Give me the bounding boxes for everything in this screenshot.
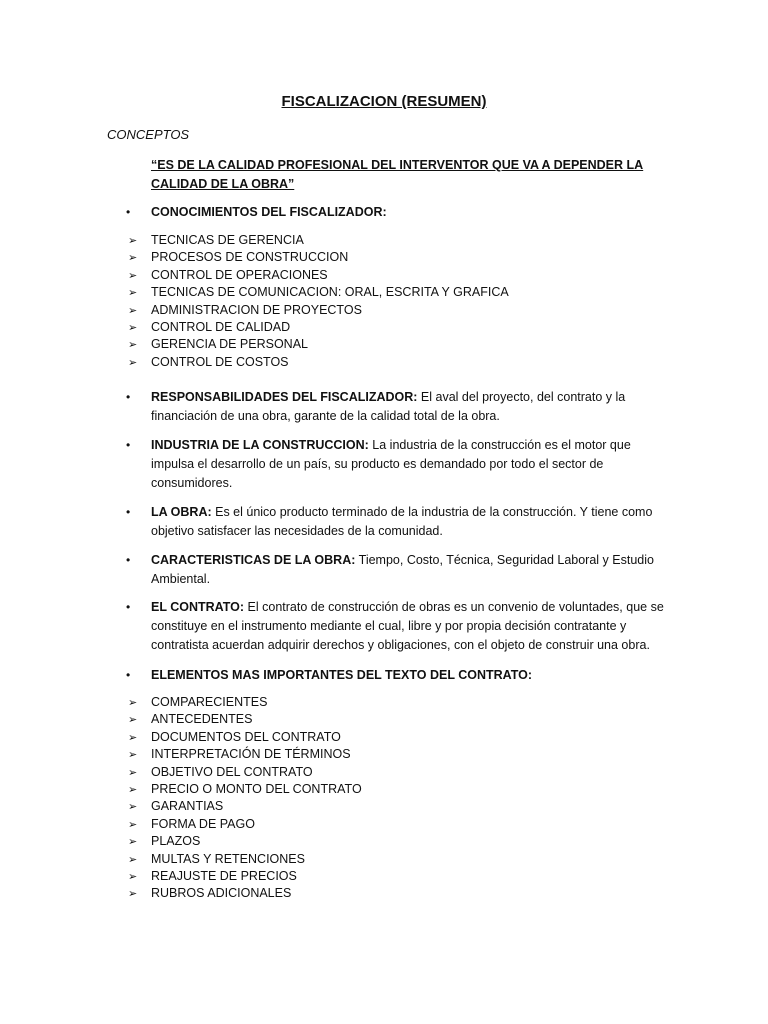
document-title: FISCALIZACION (RESUMEN) [281, 93, 487, 110]
list-item: ➢ MULTAS Y RETENCIONES [128, 851, 688, 868]
arrow-bullet-icon: ➢ [128, 697, 138, 709]
list-item: ➢ GARANTIAS [128, 798, 688, 815]
arrow-bullet-icon: ➢ [128, 731, 138, 744]
definition-term: INDUSTRIA DE LA CONSTRUCCION: [151, 438, 369, 452]
arrow-bullet-icon: ➢ [128, 252, 138, 265]
list-item: ➢ CONTROL DE COSTOS [128, 354, 688, 371]
list-item: ➢ DOCUMENTOS DEL CONTRATO [128, 729, 688, 746]
list-item: ➢ OBJETIVO DEL CONTRATO [128, 764, 688, 781]
quote: “ES DE LA CALIDAD PROFESIONAL DEL INTERVENTOR QUE VA A DEPENDER LA CALIDAD DE LA OBRA” [151, 158, 644, 191]
list-item: ➢ INTERPRETACIÓN DE TÉRMINOS [128, 746, 688, 763]
list-item: ➢ COMPARECIENTES [128, 694, 688, 711]
list-item: ➢ TECNICAS DE GERENCIA [128, 232, 688, 249]
definition-caracteristicas [151, 551, 671, 589]
arrow-bullet-icon: ➢ [128, 287, 138, 300]
knowledge-list [128, 232, 688, 371]
arrow-bullet-icon: ➢ [128, 356, 138, 369]
list-item: ➢ PROCESOS DE CONSTRUCCION [128, 249, 688, 266]
definition-industria [151, 436, 671, 493]
knowledge-heading: CONOCIMIENTOS DEL FISCALIZADOR: [151, 205, 387, 219]
definition-text: Tiempo, Costo, Técnica, Seguridad Laboral y Estudio Ambiental. [151, 553, 654, 586]
bullet-icon: • [126, 553, 131, 567]
arrow-bullet-icon: ➢ [128, 836, 138, 849]
arrow-bullet-icon: ➢ [128, 888, 138, 901]
list-item: ➢ CONTROL DE CALIDAD [128, 319, 688, 336]
definition-text: La industria de la construcción es el motor que impulsa el desarrollo de un país, su producto es demandado por todo el sector de consumidores. [151, 438, 631, 490]
list-item: ➢ FORMA DE PAGO [128, 816, 688, 833]
definition-term: LA OBRA: [151, 505, 212, 519]
definition-term: RESPONSABILIDADES DEL FISCALIZADOR: [151, 390, 418, 404]
arrow-bullet-icon: ➢ [128, 853, 138, 866]
bullet-icon: • [126, 390, 131, 404]
list-item: ➢ GERENCIA DE PERSONAL [128, 336, 688, 353]
section-heading: CONCEPTOS [107, 127, 190, 142]
arrow-bullet-icon: ➢ [128, 321, 138, 334]
bullet-icon: • [126, 600, 131, 614]
list-item: ➢ PLAZOS [128, 833, 688, 850]
list-item: ➢ RUBROS ADICIONALES [128, 885, 688, 902]
list-item: ➢ PRECIO O MONTO DEL CONTRATO [128, 781, 688, 798]
bullet-icon: • [126, 505, 131, 519]
definition-text: El contrato de construcción de obras es un convenio de voluntades, que se constituye en el instrumento mediante el cual, libre y por propia decisión contratante y contratista acuerdan adquirir derechos y obligaciones, con el objeto de construir una obra. [151, 600, 664, 652]
arrow-bullet-icon: ➢ [128, 714, 138, 727]
elements-list [128, 694, 688, 903]
arrow-bullet-icon: ➢ [128, 818, 138, 831]
definition-term: EL CONTRATO: [151, 600, 245, 614]
definition-text: Es el único producto terminado de la industria de la construcción. Y tiene como objetivo satisfacer las necesidades de la comunidad. [151, 505, 653, 538]
list-item: ➢ ANTECEDENTES [128, 711, 688, 728]
definition-responsabilidades [151, 388, 671, 426]
arrow-bullet-icon: ➢ [128, 783, 138, 796]
arrow-bullet-icon: ➢ [128, 269, 138, 282]
list-item: ➢ ADMINISTRACION DE PROYECTOS [128, 302, 688, 319]
arrow-bullet-icon: ➢ [128, 749, 138, 762]
definition-contrato [151, 598, 671, 655]
list-item: ➢ REAJUSTE DE PRECIOS [128, 868, 688, 885]
list-item: ➢ CONTROL DE OPERACIONES [128, 267, 688, 284]
arrow-bullet-icon: ➢ [128, 801, 138, 814]
bullet-icon: • [126, 205, 131, 219]
arrow-bullet-icon: ➢ [128, 304, 138, 317]
definition-obra [151, 503, 671, 541]
arrow-bullet-icon: ➢ [128, 870, 138, 883]
list-item: ➢ TECNICAS DE COMUNICACION: ORAL, ESCRITA Y GRAFICA [128, 284, 688, 301]
definition-text: El aval del proyecto, del contrato y la financiación de una obra, garante de la calidad total de la obra. [151, 390, 626, 423]
arrow-bullet-icon: ➢ [128, 235, 138, 247]
bullet-icon: • [126, 668, 131, 682]
arrow-bullet-icon: ➢ [128, 766, 138, 779]
elements-heading: ELEMENTOS MAS IMPORTANTES DEL TEXTO DEL CONTRATO: [151, 668, 533, 682]
bullet-icon: • [126, 438, 131, 452]
arrow-bullet-icon: ➢ [128, 339, 138, 352]
definition-term: CARACTERISTICAS DE LA OBRA: [151, 553, 356, 567]
